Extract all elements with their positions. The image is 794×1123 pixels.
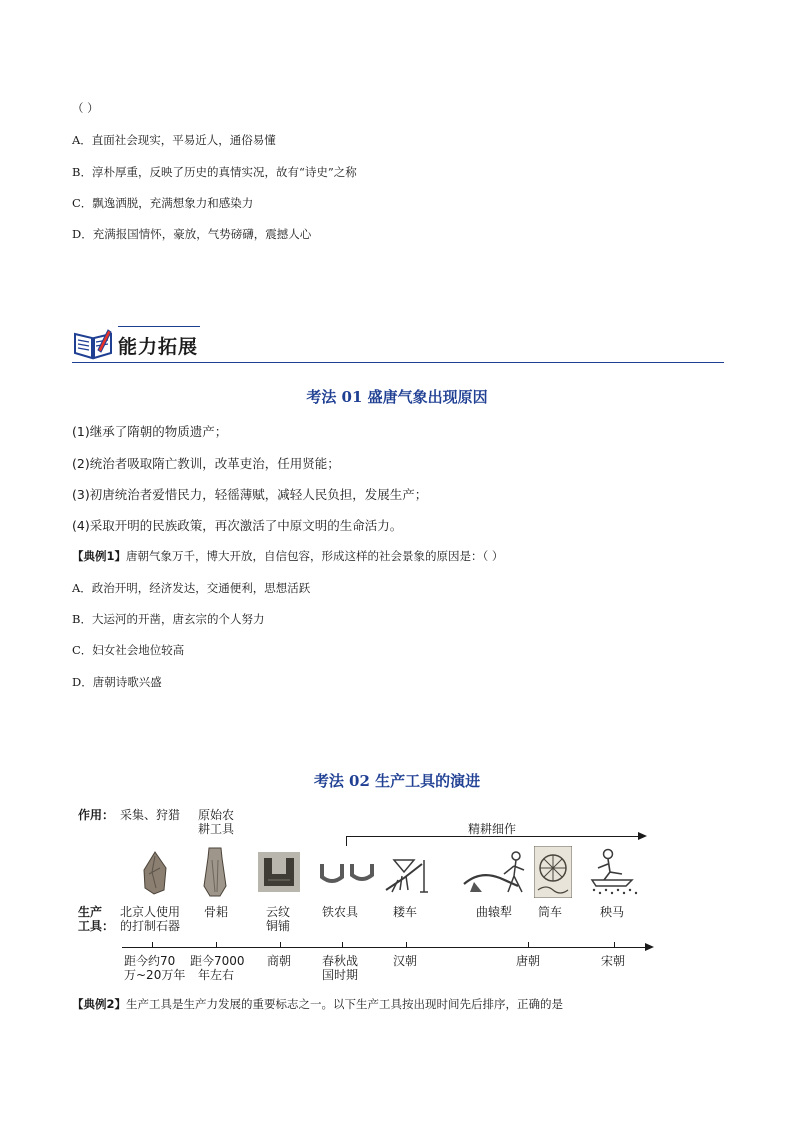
- rice-horse-icon: [586, 848, 642, 896]
- example-1-option-a: A．政治开明，经济发达，交通便利，思想活跃: [72, 581, 311, 595]
- period-paleolithic-line2: 万~20万年: [124, 968, 186, 982]
- tick: [216, 942, 217, 947]
- tick: [280, 942, 281, 947]
- reason-3: (3)初唐统治者爱惜民力，轻徭薄赋，减轻人民负担，发展生产；: [72, 487, 428, 502]
- example-2-text: 生产工具是生产力发展的重要标志之一。以下生产工具按出现时间先后排序，正确的是: [126, 997, 564, 1011]
- book-icon: [72, 326, 114, 360]
- example-1-option-c: C．妇女社会地位较高: [72, 643, 185, 657]
- curved-plow-icon: [460, 848, 530, 894]
- iron-tools-icon: [318, 860, 376, 886]
- tick: [614, 942, 615, 947]
- section-header: [72, 322, 724, 366]
- seed-drill-icon: [382, 850, 432, 896]
- tool-curved-plow: 曲辕犁: [476, 905, 513, 919]
- tools-label-line2: 工具：: [78, 919, 115, 933]
- example-1-option-b: B．大运河的开凿，唐玄宗的个人努力: [72, 612, 265, 626]
- section-title: 能力拓展: [118, 336, 199, 358]
- role-farm-line2: 耕工具: [198, 822, 235, 836]
- role-label: 作用：: [78, 808, 115, 822]
- period-song: 宋朝: [601, 954, 626, 968]
- tools-label-line1: 生产: [78, 905, 103, 919]
- option-b: B．淳朴厚重，反映了历史的真情实况，故有“诗史”之称: [72, 165, 357, 179]
- example-1-tag: 【典例1】: [72, 549, 127, 563]
- tick: [342, 942, 343, 947]
- jinggeng-arrow-line: [346, 836, 640, 837]
- period-spring-autumn-line2: 国时期: [322, 968, 359, 982]
- water-wheel-icon: [534, 846, 572, 898]
- example-2-stem: [72, 996, 563, 1012]
- example-2-tag: 【典例2】: [72, 997, 127, 1011]
- tick: [406, 942, 407, 947]
- answer-paren: （ ）: [72, 101, 99, 115]
- timeline-arrow-head: [645, 943, 654, 951]
- period-tang: 唐朝: [516, 954, 541, 968]
- period-7000-line1: 距今7000: [190, 954, 245, 968]
- tool-evolution-diagram: [0, 800, 794, 980]
- reason-1: (1)继承了隋朝的物质遗产；: [72, 424, 228, 439]
- reason-2: (2)统治者吸取隋亡教训，改革吏治，任用贤能；: [72, 456, 340, 471]
- tool-bone-spade: 骨耜: [204, 905, 229, 919]
- bone-spade-icon: [200, 846, 230, 898]
- kaifa-02-title: 考法 02 生产工具的演进: [313, 772, 481, 790]
- tick: [152, 942, 153, 947]
- example-1-text: 唐朝气象万千，博大开放，自信包容，形成这样的社会景象的原因是：（ ）: [126, 549, 504, 563]
- period-spring-autumn-line1: 春秋战: [322, 954, 359, 968]
- tool-rice-horse: 秧马: [600, 905, 625, 919]
- jinggeng-bracket: [346, 836, 347, 846]
- kaifa-01-title: 考法 01 盛唐气象出现原因: [306, 388, 488, 406]
- role-farm-line1: 原始农: [198, 808, 235, 822]
- tick: [528, 942, 529, 947]
- bronze-tool-icon: [258, 852, 300, 892]
- example-1-stem: [72, 548, 503, 564]
- period-shang: 商朝: [267, 954, 292, 968]
- timeline-axis: [122, 947, 646, 948]
- stone-tool-icon: [140, 850, 170, 896]
- jinggeng-arrow-head: [638, 832, 647, 840]
- tool-iron: 铁农具: [322, 905, 359, 919]
- tool-stone-line2: 的打制石器: [120, 919, 181, 933]
- option-c: C．飘逸洒脱，充满想象力和感染力: [72, 196, 254, 210]
- tool-bronze-line2: 铜铺: [266, 919, 291, 933]
- tool-bronze-line1: 云纹: [266, 905, 291, 919]
- period-han: 汉朝: [393, 954, 418, 968]
- tool-stone-line1: 北京人使用: [120, 905, 181, 919]
- tool-water-wheel: 筒车: [538, 905, 563, 919]
- example-1-option-d: D．唐朝诗歌兴盛: [72, 675, 162, 689]
- period-7000-line2: 年左右: [198, 968, 235, 982]
- option-a: A．直面社会现实，平易近人，通俗易懂: [72, 133, 276, 147]
- jinggeng-label: 精耕细作: [468, 822, 517, 836]
- option-d: D．充满报国情怀，豪放，气势磅礴，震撼人心: [72, 227, 312, 241]
- tool-seed-drill: 耧车: [393, 905, 418, 919]
- reason-4: (4)采取开明的民族政策，再次激活了中原文明的生命活力。: [72, 518, 403, 533]
- period-paleolithic-line1: 距今约70: [124, 954, 176, 968]
- role-gather: 采集、狩猎: [120, 808, 181, 822]
